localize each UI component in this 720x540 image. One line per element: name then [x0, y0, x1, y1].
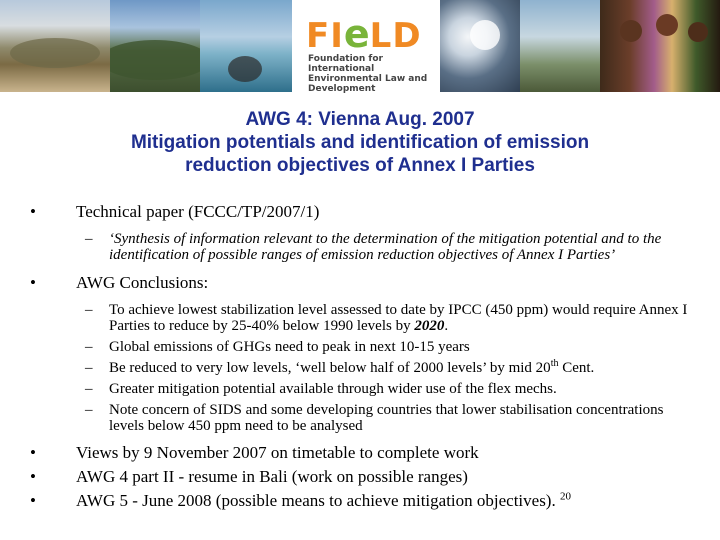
title-line: Mitigation potentials and identification of emission	[130, 132, 590, 153]
dash-marker: –	[85, 231, 93, 247]
bullet-item	[30, 202, 702, 222]
hills-photo	[110, 0, 200, 92]
sub-item	[30, 339, 702, 355]
slide-body	[30, 202, 702, 511]
sub-text: ‘Synthesis of information relevant to the determination of the mitigation potential and to the identification of possible ranges of emission reduction objectives of Annex I Parties’	[109, 231, 662, 263]
bullet-text: AWG Conclusions:	[76, 273, 209, 292]
clouds-photo	[440, 0, 520, 92]
bullet-marker: •	[30, 491, 36, 510]
sub-item	[30, 231, 702, 263]
dash-marker: –	[85, 402, 93, 418]
sub-text: Greater mitigation potential available through wider use of the flex mechs.	[109, 381, 557, 397]
landscape-photo	[0, 0, 110, 92]
bullet-marker: •	[30, 467, 36, 486]
sub-text: Note concern of SIDS and some developing countries that lower stabilisation concentrations levels below 450 ppm need to be analysed	[109, 402, 664, 434]
people-photo	[600, 0, 720, 92]
bullet-text: Technical paper (FCCC/TP/2007/1)	[76, 202, 320, 221]
dash-marker: –	[85, 360, 93, 376]
bullet-text: Views by 9 November 2007 on timetable to complete work	[76, 443, 479, 462]
boat-photo	[200, 0, 292, 92]
page-number: 20	[559, 490, 571, 503]
sub-item: – To achieve lowest stabilization level assessed to date by IPCC (450 ppm) would require Annex I Parties to reduce by 25-40% below 1990 levels by 2020.	[85, 302, 688, 334]
dash-marker: –	[85, 302, 93, 318]
bullet-marker: •	[30, 443, 36, 462]
sub-text: To achieve lowest stabilization level assessed to date by IPCC (450 ppm) would require Annex I Parties to reduce by 25-40% below 1990 levels by	[109, 302, 688, 334]
sub-item	[30, 381, 702, 397]
year-emphasis: 2020	[414, 318, 445, 334]
field-logo: F I e L D	[306, 12, 422, 56]
bullet-marker: •	[30, 273, 36, 292]
title-line: reduction objectives of Annex I Parties	[185, 155, 535, 176]
sub-text: Be reduced to very low levels, ‘well below half of 2000 levels’ by mid 20	[109, 360, 551, 376]
bullet-item	[30, 273, 702, 293]
bullet-item	[30, 443, 702, 463]
bullet-item	[30, 491, 702, 511]
sub-item	[30, 402, 702, 434]
logo-tagline: Foundation for International Environmental Law and Development	[308, 54, 428, 94]
title-line: AWG 4: Vienna Aug. 2007	[245, 109, 475, 130]
slide-title	[40, 108, 680, 177]
ordinal-suffix: th	[550, 358, 559, 369]
bullet-text: AWG 4 part II - resume in Bali (work on possible ranges)	[76, 467, 468, 486]
bullet-item	[30, 467, 702, 487]
sub-text: Global emissions of GHGs need to peak in next 10-15 years	[109, 339, 470, 355]
sky-photo	[520, 0, 600, 92]
bullet-marker: •	[30, 202, 36, 221]
bullet-text: AWG 5 - June 2008 (possible means to achieve mitigation objectives).	[76, 491, 556, 510]
dash-marker: –	[85, 381, 93, 397]
sub-item: – Be reduced to very low levels, ‘well below half of 2000 levels’ by mid 20th Cent.	[85, 358, 595, 376]
header-banner	[0, 0, 720, 92]
dash-marker: –	[85, 339, 93, 355]
